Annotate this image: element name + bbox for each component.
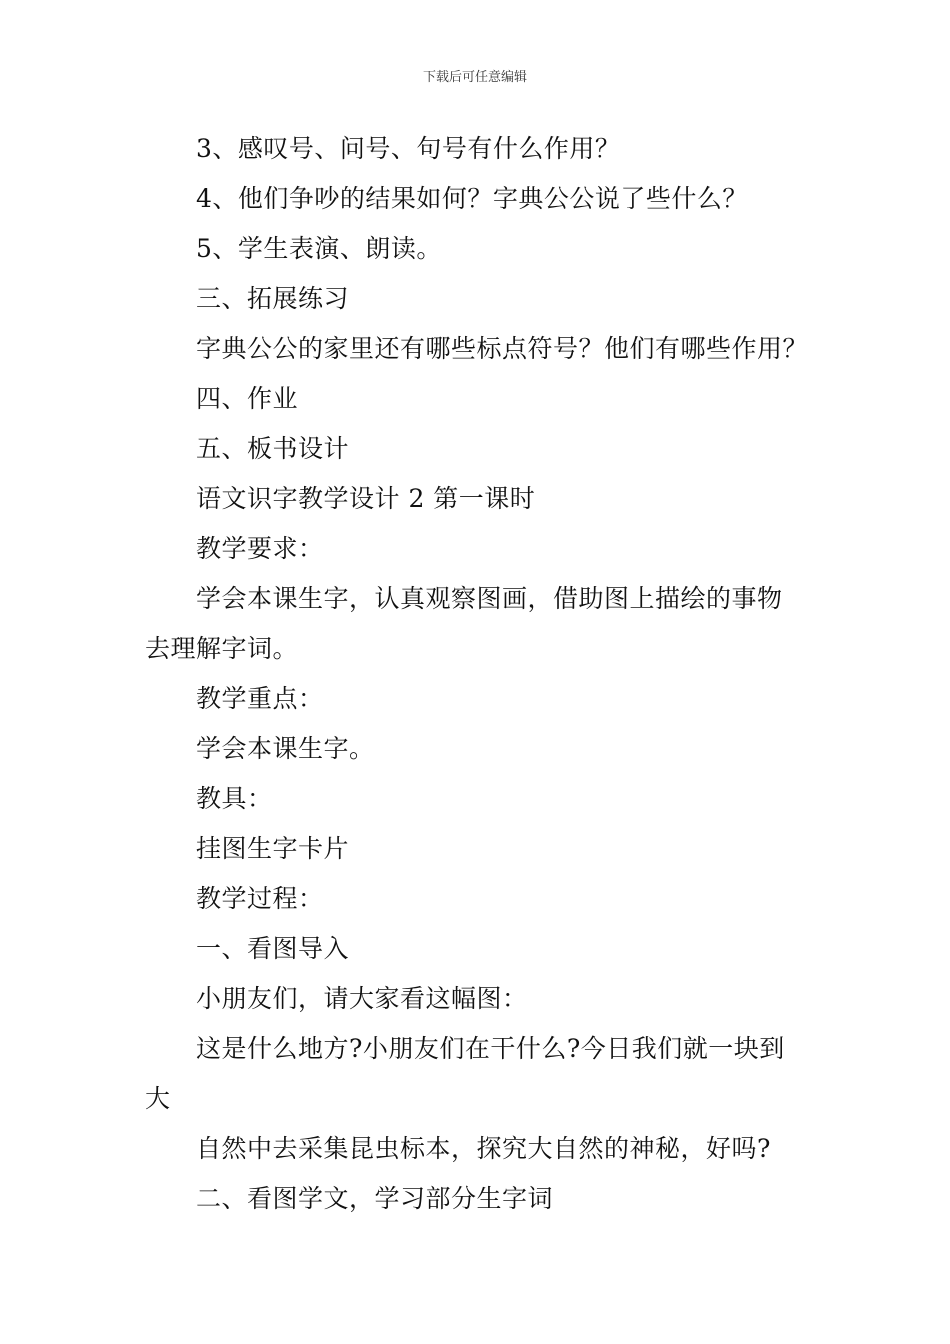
page-header: 下载后可任意编辑 — [422, 70, 527, 85]
section-heading: 五、板书设计 — [196, 434, 350, 463]
text-line: 去理解字词。 — [145, 634, 299, 663]
text-line: 大 — [145, 1084, 171, 1113]
section-heading: 二、看图学文，学习部分生字词 — [196, 1184, 554, 1213]
text-line: 字典公公的家里还有哪些标点符号？他们有哪些作用？ — [196, 334, 809, 363]
section-heading: 教学重点： — [196, 684, 324, 713]
section-heading: 教学过程： — [196, 884, 324, 913]
section-heading: 教具： — [196, 784, 273, 813]
section-heading: 四、作业 — [196, 384, 299, 413]
text-line: 学会本课生字，认真观察图画，借助图上描绘的事物 — [196, 584, 783, 613]
text-line: 挂图生字卡片 — [196, 834, 350, 863]
text-line: 小朋友们，请大家看这幅图： — [196, 984, 528, 1013]
section-heading: 教学要求： — [196, 534, 324, 563]
text-line: 5、学生表演、朗读。 — [196, 234, 442, 263]
section-heading: 三、拓展练习 — [196, 284, 350, 313]
text-line: 学会本课生字。 — [196, 734, 375, 763]
text-line: 这是什么地方?小朋友们在干什么?今日我们就一块到 — [196, 1034, 785, 1063]
text-line: 4、他们争吵的结果如何？字典公公说了些什么？ — [196, 184, 748, 213]
text-line: 3、感叹号、问号、句号有什么作用？ — [196, 134, 621, 163]
text-line: 自然中去采集昆虫标本，探究大自然的神秘，好吗? — [196, 1134, 771, 1163]
document-title: 语文识字教学设计 2 第一课时 — [196, 484, 536, 513]
section-heading: 一、看图导入 — [196, 934, 350, 963]
